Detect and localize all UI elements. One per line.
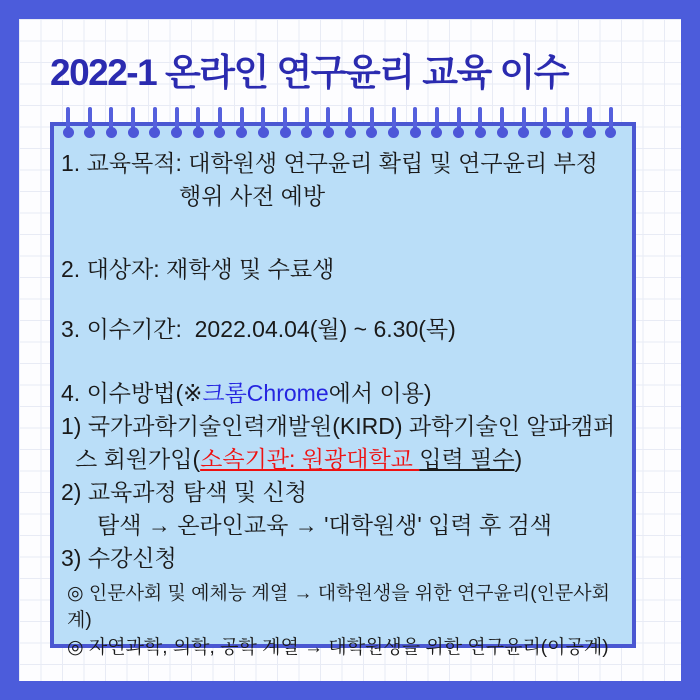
page-title: 2022-1 온라인 연구윤리 교육 이수 xyxy=(50,52,568,93)
item4-chrome-highlight: 크롬Chrome xyxy=(202,380,329,406)
step3-bullets xyxy=(61,580,626,661)
step3-line1: 3) 수강신청 xyxy=(61,545,177,571)
item4-suffix: 에서 이용) xyxy=(328,380,432,406)
step3-bullet-science: ◎ 자연과학, 의학, 공학 계열 → 대학원생을 위한 연구윤리(이공계) xyxy=(67,637,609,658)
step1-line2-prefix: 스 회원가입( xyxy=(75,446,201,472)
step1-affiliation-highlight: 소속기관: 원광대학교 xyxy=(200,446,420,472)
item1-line2: 행위 사전 예방 xyxy=(179,183,326,209)
step1-line1: 1) 국가과학기술인력개발원(KIRD) 과학기술인 알파캠퍼 xyxy=(61,413,616,439)
note-card xyxy=(50,122,636,658)
item1-line1: 1. 교육목적: 대학원생 연구윤리 확립 및 연구윤리 부정 xyxy=(61,150,598,176)
item3-line: 3. 이수기간: 2022.04.04(월) ~ 6.30(목) xyxy=(61,316,456,342)
item2-line: 2. 대상자: 재학생 및 수료생 xyxy=(61,256,335,282)
step2-line2: 탐색 → 온라인교육 → '대학원생' 입력 후 검색 xyxy=(97,512,553,538)
item4-prefix: 4. 이수방법(※ xyxy=(61,380,203,406)
step3-bullet-humanities: ◎ 인문사회 및 예체능 계열 → 대학원생을 위한 연구윤리(인문사회계) xyxy=(67,583,610,631)
step1-line2-suffix: ) xyxy=(514,446,523,472)
step2-line1: 2) 교육과정 탐색 및 신청 xyxy=(61,479,307,505)
note-content xyxy=(54,126,632,658)
item4-line xyxy=(61,377,626,410)
step1-required-text: 입력 필수 xyxy=(419,446,515,472)
step1-line2 xyxy=(61,443,626,476)
